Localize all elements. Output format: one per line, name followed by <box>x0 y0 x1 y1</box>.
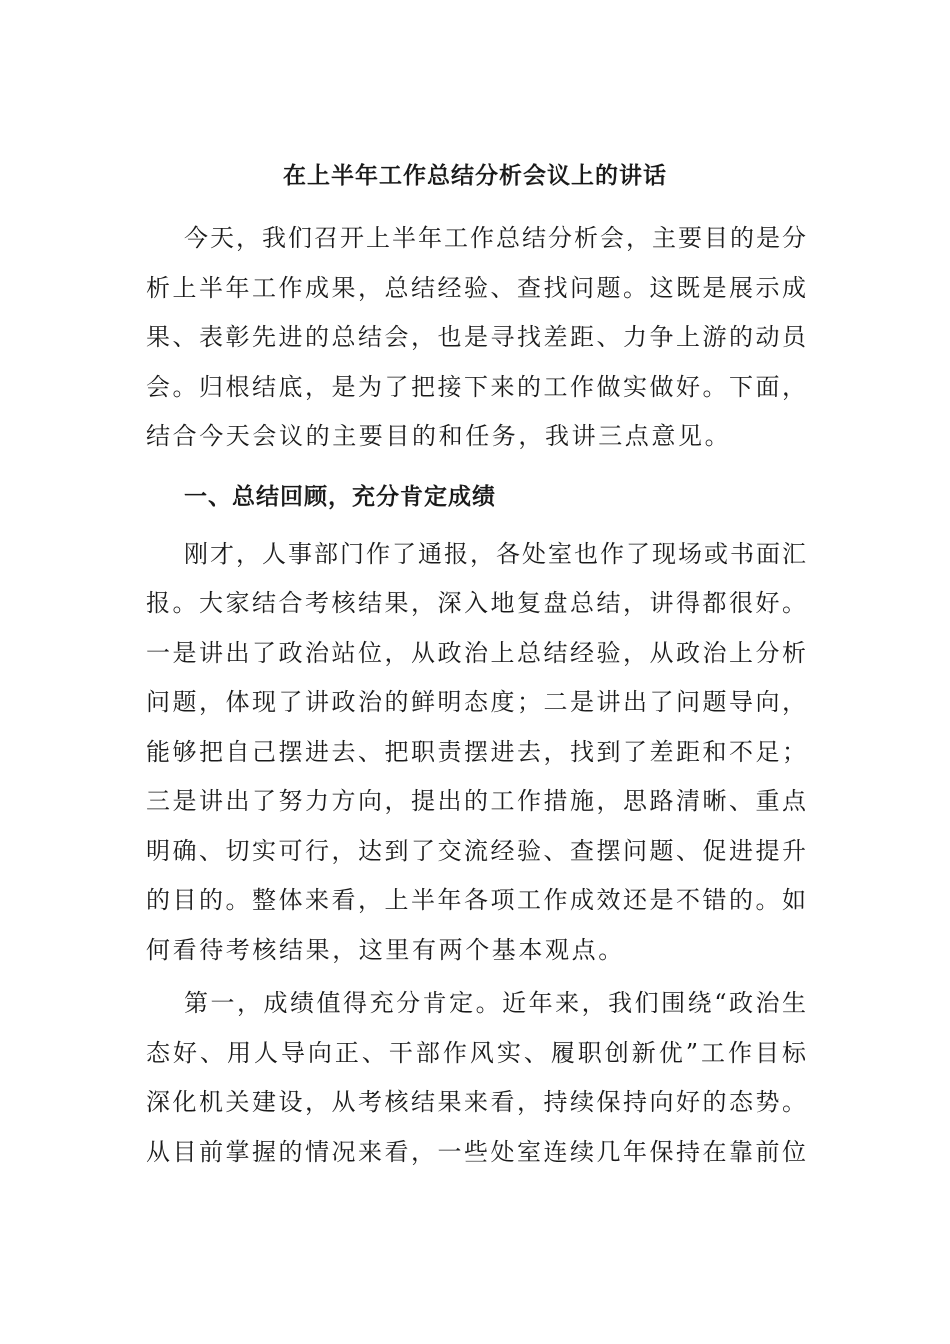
paragraph-review <box>146 530 806 976</box>
paragraph-first-point <box>146 979 806 1177</box>
paragraph-line: 态好、用人导向正、干部作风实、履职创新优”工作目标 <box>146 1038 806 1067</box>
document-body <box>146 214 806 1177</box>
paragraph-line: 明确、切实可行，达到了交流经验、查摆问题、促进提升 <box>146 836 806 865</box>
paragraph-line: 何看待考核结果，这里有两个基本观点。 <box>146 935 625 964</box>
paragraph-line: 果、表彰先进的总结会，也是寻找差距、力争上游的动员 <box>146 323 806 351</box>
paragraph-line: 三是讲出了努力方向，提出的工作措施，思路清晰、重点 <box>146 787 806 815</box>
paragraph-line: 会。归根结底，是为了把接下来的工作做实做好。下面， <box>146 372 806 401</box>
paragraph-line: 析上半年工作成果，总结经验、查找问题。这既是展示成 <box>146 273 806 302</box>
paragraph-line: 的目的。整体来看，上半年各项工作成效还是不错的。如 <box>146 886 806 914</box>
paragraph-line: 第一，成绩值得充分肯定。近年来，我们围绕“政治生 <box>184 989 806 1017</box>
paragraph-line: 问题，体现了讲政治的鲜明态度；二是讲出了问题导向， <box>146 688 806 716</box>
paragraph-line: 深化机关建设，从考核结果来看，持续保持向好的态势。 <box>146 1088 806 1116</box>
paragraph-line: 一是讲出了政治站位，从政治上总结经验，从政治上分析 <box>146 638 806 667</box>
paragraph-line: 结合今天会议的主要目的和任务，我讲三点意见。 <box>146 422 732 450</box>
section-heading: 一、总结回顾，充分肯定成绩 <box>184 483 496 510</box>
paragraph-line: 报。大家结合考核结果，深入地复盘总结，讲得都很好。 <box>146 589 806 617</box>
paragraph-line: 今天，我们召开上半年工作总结分析会，主要目的是分 <box>184 224 806 252</box>
paragraph-line: 从目前掌握的情况来看，一些处室连续几年保持在靠前位 <box>146 1137 806 1166</box>
paragraph-opening <box>146 214 806 462</box>
paragraph-line: 刚才，人事部门作了通报，各处室也作了现场或书面汇 <box>184 539 806 568</box>
paragraph-line: 能够把自己摆进去、把职责摆进去，找到了差距和不足； <box>146 737 806 766</box>
document-title: 在上半年工作总结分析会议上的讲话 <box>283 163 667 189</box>
